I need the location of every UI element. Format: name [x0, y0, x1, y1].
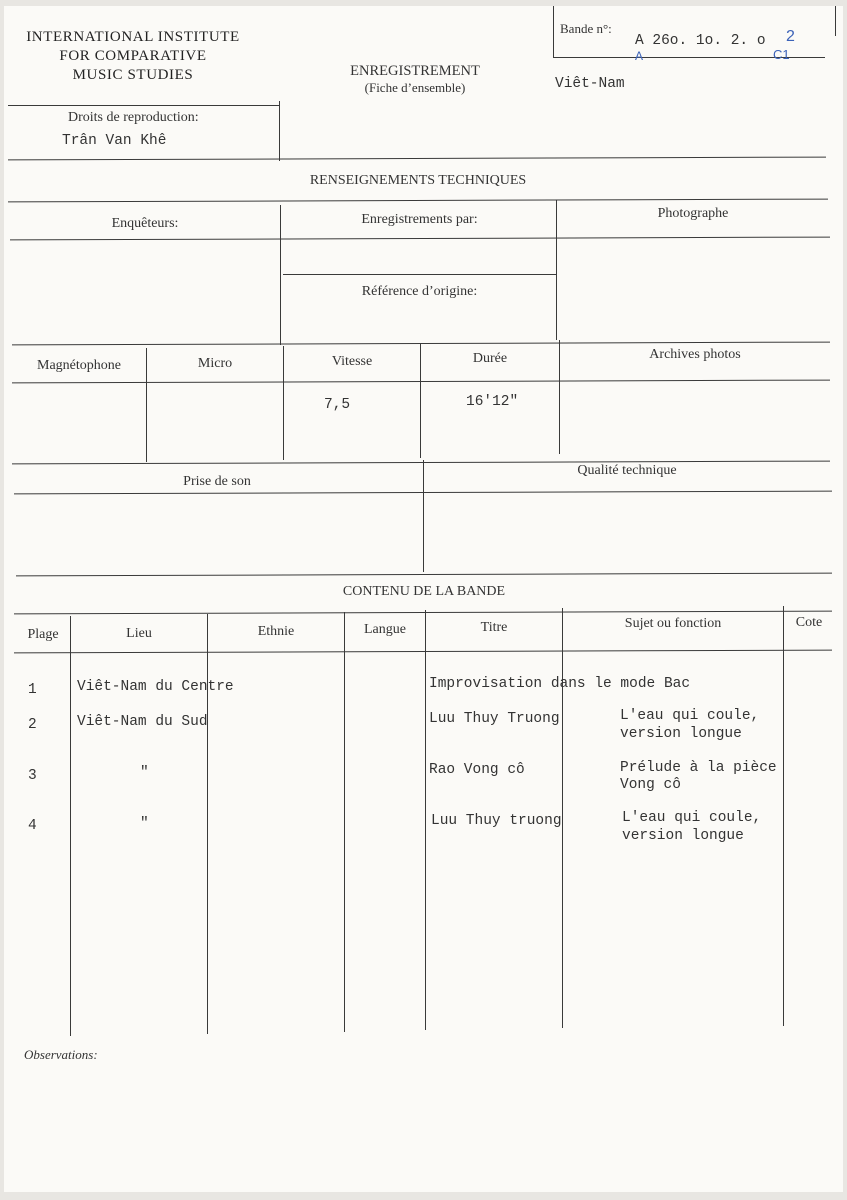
- reference-label: Référence d’origine:: [361, 284, 478, 299]
- qualite-technique-label: Qualité technique: [577, 463, 677, 478]
- technical-section-title: RENSEIGNEMENTS TECHNIQUES: [309, 173, 527, 188]
- magnetophone-label: Magnétophone: [37, 358, 121, 373]
- row-plage: 3: [28, 768, 37, 784]
- tape-number-value: A 26o. 1o. 2. o: [635, 33, 766, 49]
- institute-line: MUSIC STUDIES: [72, 67, 194, 83]
- tape-number-label: Bande n°:: [560, 21, 612, 36]
- institute-line: FOR COMPARATIVE: [59, 48, 207, 64]
- handwritten-a: A: [635, 49, 644, 63]
- row-plage: 1: [28, 682, 37, 698]
- column-header-plage: Plage: [27, 627, 59, 642]
- content-section-title: CONTENU DE LA BANDE: [342, 584, 506, 599]
- row-plage: 2: [28, 717, 37, 733]
- rights-label: Droits de reproduction:: [68, 110, 199, 125]
- row-sujet: Vong cô: [620, 777, 681, 793]
- country-value: Viêt-Nam: [555, 76, 625, 92]
- row-sujet: version longue: [622, 828, 744, 844]
- row-lieu: ": [140, 765, 149, 781]
- row-sujet: L'eau qui coule,: [620, 708, 760, 724]
- row-lieu: Viêt-Nam du Centre: [77, 679, 234, 695]
- vitesse-value: 7,5: [324, 397, 351, 413]
- photographe-label: Photographe: [657, 206, 729, 221]
- row-lieu: ": [140, 816, 149, 832]
- institute-name: [4, 28, 262, 85]
- duree-label: Durée: [472, 351, 508, 366]
- column-header-langue: Langue: [364, 622, 406, 637]
- rights-value: Trân Van Khê: [62, 133, 167, 149]
- form-title-block: [330, 63, 500, 96]
- enqueteurs-label: Enquêteurs:: [111, 216, 179, 231]
- column-header-ethnie: Ethnie: [257, 624, 295, 639]
- form-title: ENREGISTREMENT: [350, 63, 480, 79]
- column-header-sujet: Sujet ou fonction: [624, 616, 722, 631]
- column-header-lieu: Lieu: [126, 626, 152, 641]
- institute-line: INTERNATIONAL INSTITUTE: [26, 29, 240, 45]
- row-sujet: L'eau qui coule,: [622, 810, 762, 826]
- prise-de-son-label: Prise de son: [183, 474, 251, 489]
- row-plage: 4: [28, 818, 37, 834]
- row-lieu: Viêt-Nam du Sud: [77, 714, 208, 730]
- vitesse-label: Vitesse: [331, 354, 373, 369]
- row-titre: Luu Thuy Truong: [429, 711, 560, 727]
- tape-number-handwritten-suffix: 2: [786, 28, 795, 45]
- column-header-titre: Titre: [480, 620, 508, 635]
- handwritten-c1: C1: [773, 47, 790, 62]
- archives-photos-label: Archives photos: [649, 347, 741, 362]
- row-titre: Improvisation dans le mode Bac: [429, 676, 691, 692]
- row-titre: Rao Vong cô: [429, 762, 525, 778]
- micro-label: Micro: [197, 356, 233, 371]
- row-sujet: Prélude à la pièce: [620, 760, 777, 776]
- column-header-cote: Cote: [795, 615, 823, 630]
- enregistrements-label: Enregistrements par:: [361, 212, 478, 227]
- form-subtitle: (Fiche d’ensemble): [364, 80, 466, 95]
- row-sujet: version longue: [620, 726, 742, 742]
- observations-label: Observations:: [24, 1047, 98, 1062]
- row-titre: Luu Thuy truong: [431, 813, 562, 829]
- duree-value: 16'12": [466, 394, 519, 410]
